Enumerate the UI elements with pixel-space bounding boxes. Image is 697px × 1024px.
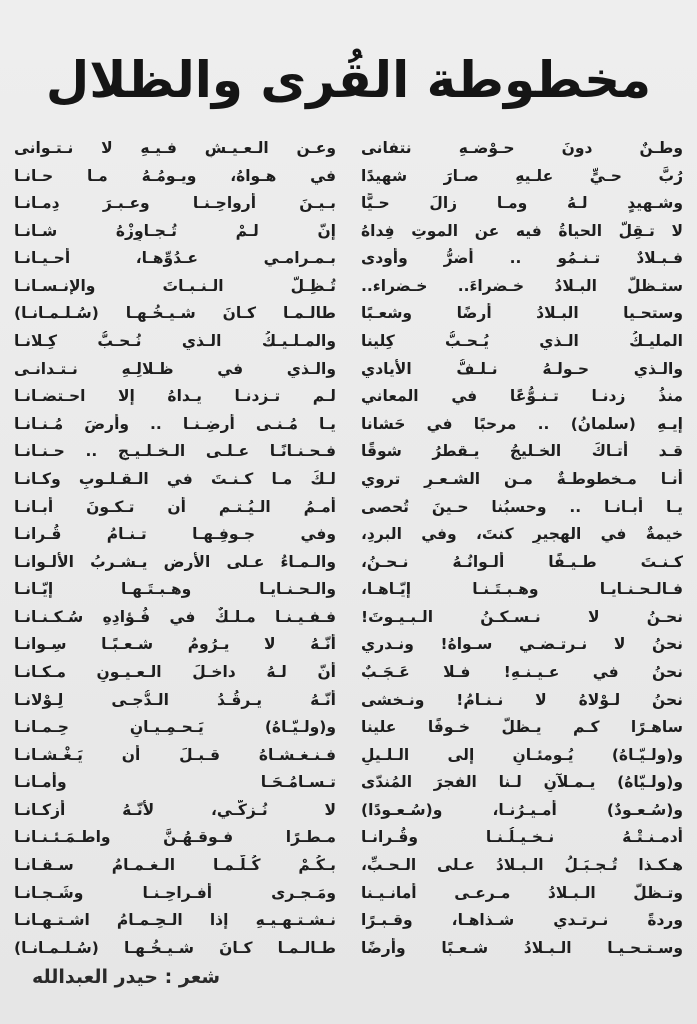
poem-line: ستـظلُّ البـلادُ خـضراءَ.. خـضراء.. (361, 276, 683, 295)
credit-label: شعر (178, 966, 221, 988)
poem-line: فـفـيـنـا مـلـكٌ في فُـؤادِهِ سُـكـنـانـا (14, 607, 336, 626)
poem-line: فـحـنـانًـا عـلـى الـخـلـيـجِ .. حـنـانـا (14, 442, 336, 461)
poem-line: لا تـقِلُّ الحياةُ فيه عن الموتِ فِداهُ (361, 221, 683, 240)
poem-line: يـا أبـانـا .. وحسبُنا حـينَ تُحصى (361, 497, 683, 516)
poem-column-left (14, 138, 336, 958)
poem-line: أمـمُ الـيُـتـمِ أن تـكـونَ أبـانـا (14, 497, 336, 516)
poem-line: هـكـذا تُـجـبَـلُ الـبـلادُ عـلى الـحـبِّ، (361, 856, 683, 875)
poem-line: أنـا مـخطوطـةٌ مـن الشـعـرِ تروي (361, 469, 683, 488)
poem-line: رُبَّ حـيٍّ علـيهِ صـارَ شهيدًا (361, 166, 683, 185)
poem-line: أنّـهُ لا يـرُومُ شـعـبًـا سِـوانـا (14, 635, 336, 654)
poem-line: بـيـنَ أرواحِـنـا وعـبـرَ دِمـانـا (14, 194, 336, 213)
poem-line: المليـكُ الـذي يُـحـبُّ كِلينا (361, 332, 683, 351)
poem-line: وشـهيدٍ لـهُ ومـا زالَ حـيًّا (361, 194, 683, 213)
poem-line: والـمـاءُ عـلى الأرضِ يـشـربُ الألـوانـا (14, 552, 336, 571)
poem-line: وطـنٌ دونَ حـوْضـهِ نتفانى (361, 139, 683, 157)
poem-line: طالـمـا كـانَ شـيـخُـهـا (سُـلـمـانـا) (14, 304, 336, 323)
poem-line: لـم تـزدنـا يـداهُ إلا احـتضـانـا (14, 387, 336, 406)
poem-line: والمـلـيـكُ الـذي نُـحـبُّ كِـلانـا (14, 332, 336, 351)
poem-line: فـبـلادٌ تـنـمُو .. أضرُّ وأودى (361, 249, 683, 268)
poem-line: بـكُـمْ كُـلّـمـا الـغـمـامُ سـقـانـا (14, 856, 336, 875)
poem-line: مـطـرًا فـوقـهُـنَّ واطـمَـئـنـانـا (14, 828, 336, 847)
poem-line: نـشـتـهـيـهِ إذا الـحِـمـامُ اشـتـهـانـا (14, 911, 336, 930)
poem-line: في هـواهُ، ويـومُـهُ مـا حـانـا (14, 166, 336, 185)
poem-line: و(ولـيّـاهُ) يُـومئـانِ إلى الـلـيلِ (361, 745, 683, 764)
poem-line: و(سُـعـودٌ) أمـيـرُنـا، و(سُـعـودًا) (361, 800, 683, 819)
poem-line: منذُ زدنـا تـنـوُّعًا في المعاني (361, 387, 683, 406)
poem-line: وسـتـحـيـا الـبـلادُ شـعـبًا وأرضًا (361, 938, 683, 957)
credit-separator: : (164, 966, 173, 988)
poem-line: ساهـرًا كـم يـظلُّ خـوفًا علينا (361, 718, 683, 737)
poem-title: مخطوطة القُرى والظلال (45, 51, 652, 109)
poem-line: والـحـنـايـا وهـبـتَـهـا إيّـانـا (14, 580, 336, 599)
poem-line: أنّـهُ يـرقُـدُ الـدُّجـى لِـوْلانـا (14, 690, 336, 709)
poem-line: وستحـيا البـلادُ أرضًا وشعـبًا (361, 304, 683, 323)
poem-line: نحـنُ لا نـسـكـنُ الـبـيـوتَ! (361, 607, 683, 626)
poem-line: و(ولـيّاهُ) يـمـلآنِ لـنا الفجرَ المُندّى (361, 773, 683, 792)
poet-credit (32, 966, 220, 988)
poem-line: إيـهِ (سلمانُ) .. مرحبًا في حَشانا (361, 414, 683, 433)
poem-line: و(ولـيّـاهُ) يَـحـمِـيـانِ حِـمـانـا (14, 718, 336, 737)
poem-line: فـالـحـنـايـا وهـبـتَـنـا إيّـاهـا، (361, 580, 683, 599)
poem-line: وفي جـوفِـهـا تـنـامُ قُـرانـا (14, 525, 336, 544)
poem-line: نحنُ لا نـرتـضـي سـواهُ! ونـدري (361, 635, 683, 654)
poem-line: أنّ لـهُ داخـلَ الـعـيـونِ مـكـانـا (14, 662, 336, 681)
poem-line: فـنـغـشـاهُ قـبـلَ أن يَـغْـشـانـا (14, 745, 336, 764)
poem-column-right (361, 138, 683, 958)
poem-line: ومَـجـرى أفـراحِـنـا وشَـجـانـا (14, 883, 336, 902)
poem-line: إنّ لـمْ تُـجـاوِزْهُ شـانـا (14, 221, 336, 240)
poem-line: نحنُ في عـيـنـهِ! فـلا عَـجَـبٌ (361, 662, 683, 681)
poem-line: يـا مُـنـى أرضِـنـا .. وأرضَ مُـنـانـا (14, 414, 336, 433)
poem-line: طـالـمـا كـانَ شـيـخُـهـا (سُـلـمـانـا) (14, 938, 336, 957)
poem-line: خيمةٌ في الهجيرِ كنتَ، وفي البردِ، (361, 525, 683, 544)
credit-author: حيدر العبدالله (32, 966, 159, 988)
poem-line: كـنـتَ طـيـفًا ألـوانُـهُ نـحـنُ، (361, 552, 683, 571)
poem-line: والـذي حـولـهُ نـلـفُّ الأيادي (361, 359, 683, 378)
poem-line: أدمـنـتْـهُ نـخـيـلُـنـا وقُـرانـا (361, 828, 683, 847)
poem-line: وردةً نـرتـدي شـذاهـا، وقـبـرًا (361, 911, 683, 930)
poem-line: لا نُـزكّـي، لأنّـهُ أزكـانـا (14, 800, 336, 819)
poem-line: وتـظلُّ الـبـلادُ مـرعـى أمانـيـنا (361, 883, 683, 902)
poem-line: بـمـرامـي عـدُوِّهـا، أحـيـانـا (14, 249, 336, 268)
poem-line: نحنُ لـوْلاهُ لا نـنـامُ! ونـخشى (361, 690, 683, 709)
poem-line: لـكَ مـا كـنـتَ في الـقـلـوبِ وكـانـا (14, 469, 336, 488)
poem-line: والـذي في ظـلالِـهِ نـتـدانـى (14, 359, 336, 378)
poem-line: قـد أتـاكَ الخـليجُ يـقطرُ شوقًا (361, 442, 683, 461)
poem-line: وعـن الـعـيـشِ فـيـهِ لا نـتـوانى (14, 139, 336, 157)
poem-line: تـسـامُـحَـا وأمـانـا (14, 773, 336, 792)
poem-line: تُـظِـلُّ الـنـبـاتَ والإنـسـانـا (14, 276, 336, 295)
